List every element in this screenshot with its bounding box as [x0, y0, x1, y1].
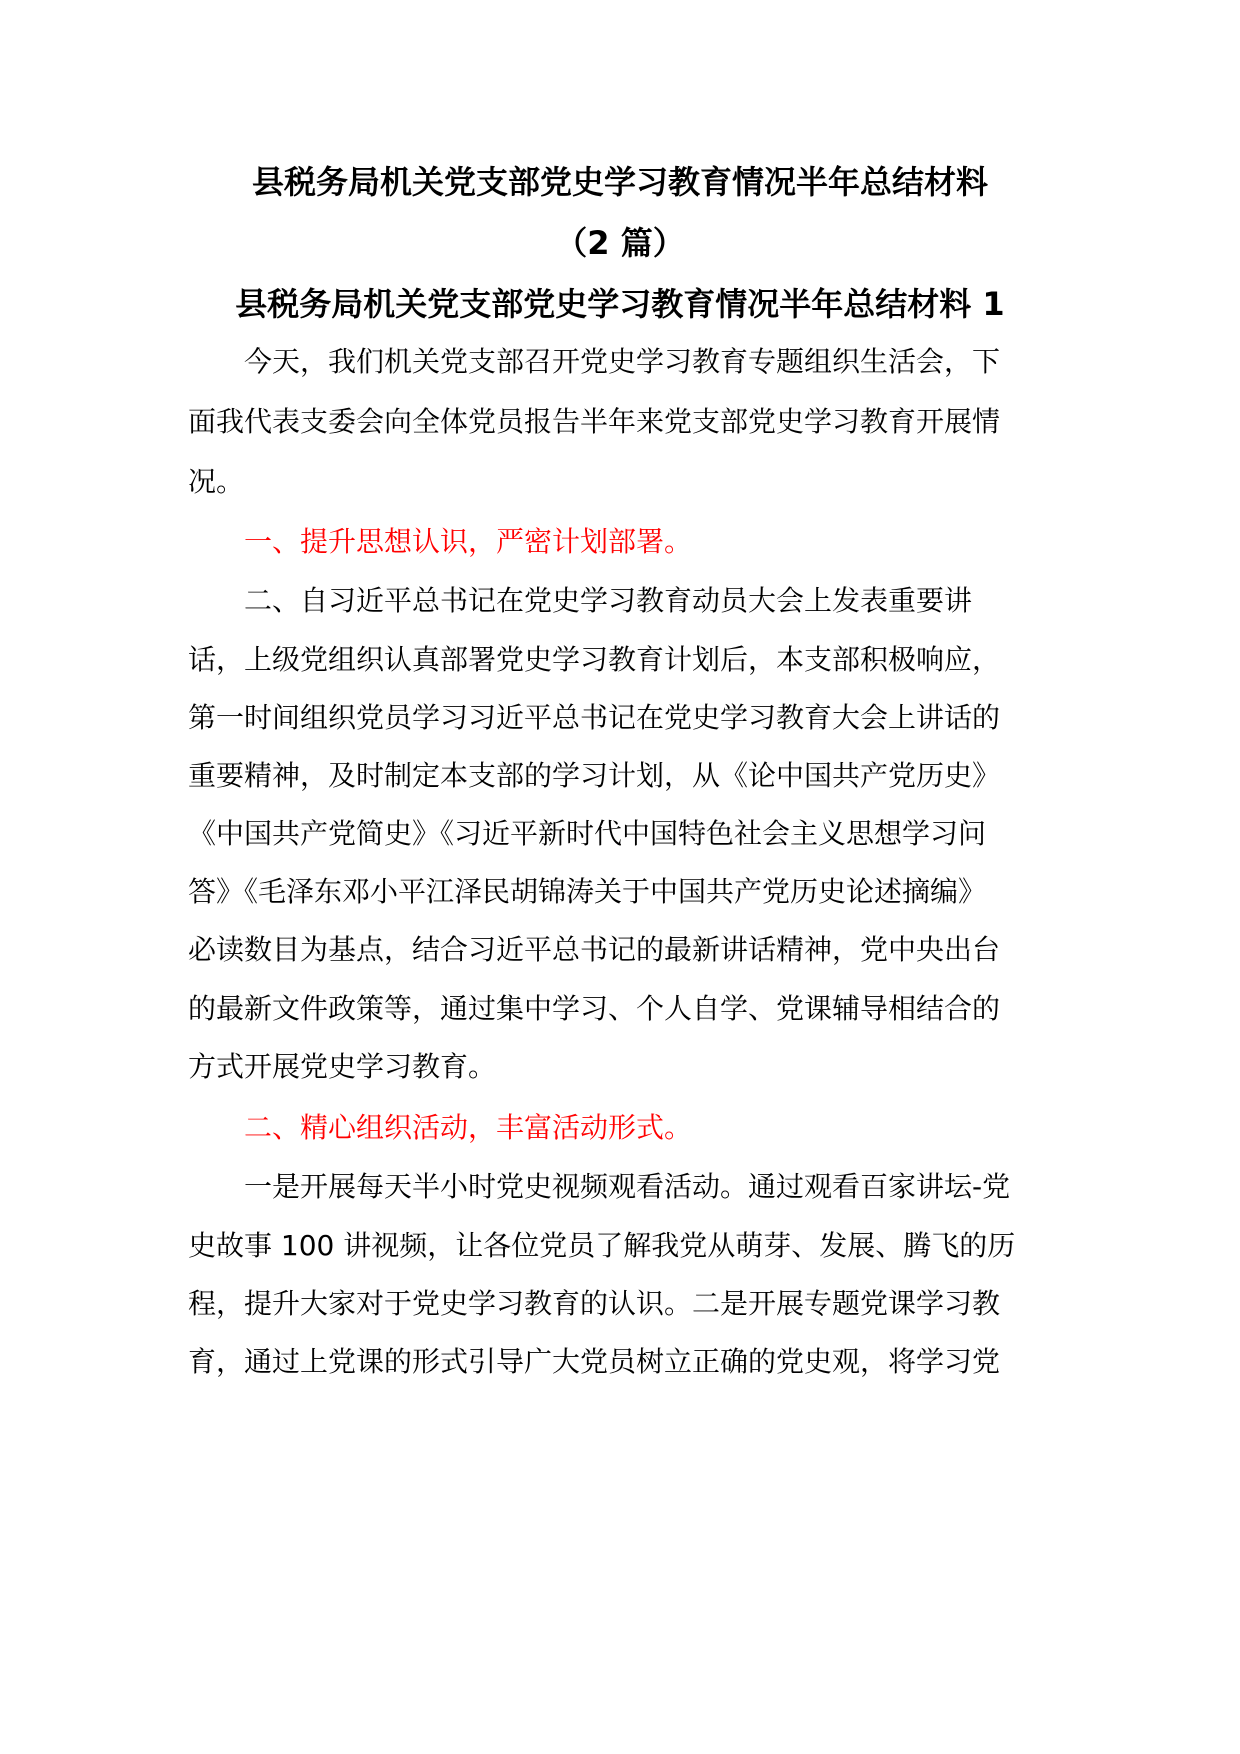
paragraph-line: 史故事 100 讲视频，让各位党员了解我党从萌芽、发展、腾飞的历: [188, 1229, 1016, 1262]
paragraph-line: 况。: [188, 465, 245, 498]
paragraph-line: 面我代表支委会向全体党员报告半年来党支部党史学习教育开展情: [188, 405, 1001, 438]
paragraph-line: 必读数目为基点，结合习近平总书记的最新讲话精神，党中央出台: [188, 933, 1001, 966]
document-title: 县税务局机关党支部党史学习教育情况半年总结材料: [251, 163, 988, 201]
section-heading: 一、提升思想认识，严密计划部署。: [188, 525, 693, 558]
paragraph-line: 重要精神，及时制定本支部的学习计划，从《论中国共产党历史》: [188, 759, 1001, 792]
paragraph-line: 方式开展党史学习教育。: [188, 1050, 497, 1083]
paragraph-line: 程，提升大家对于党史学习教育的认识。二是开展专题党课学习教: [188, 1287, 1001, 1320]
paragraph-line: 答》《毛泽东邓小平江泽民胡锦涛关于中国共产党历史论述摘编》: [188, 875, 987, 908]
paragraph-line: 《中国共产党简史》《习近平新时代中国特色社会主义思想学习问: [188, 817, 987, 850]
paragraph-line: 一是开展每天半小时党史视频观看活动。通过观看百家讲坛-党: [188, 1170, 1011, 1203]
document-subtitle: 县税务局机关党支部党史学习教育情况半年总结材料 1: [235, 285, 1005, 323]
paragraph-line: 第一时间组织党员学习习近平总书记在党史学习教育大会上讲话的: [188, 701, 1001, 734]
paragraph-line: 育，通过上党课的形式引导广大党员树立正确的党史观，将学习党: [188, 1345, 1001, 1378]
paragraph-line: 今天，我们机关党支部召开党史学习教育专题组织生活会，下: [188, 345, 1001, 378]
paragraph-line: 的最新文件政策等，通过集中学习、个人自学、党课辅导相结合的: [188, 992, 1001, 1025]
document-title-count: （2 篇）: [555, 224, 685, 262]
paragraph-line: 二、自习近平总书记在党史学习教育动员大会上发表重要讲: [188, 584, 973, 617]
section-heading: 二、精心组织活动，丰富活动形式。: [188, 1111, 693, 1144]
paragraph-line: 话，上级党组织认真部署党史学习教育计划后，本支部积极响应，: [188, 643, 1001, 676]
